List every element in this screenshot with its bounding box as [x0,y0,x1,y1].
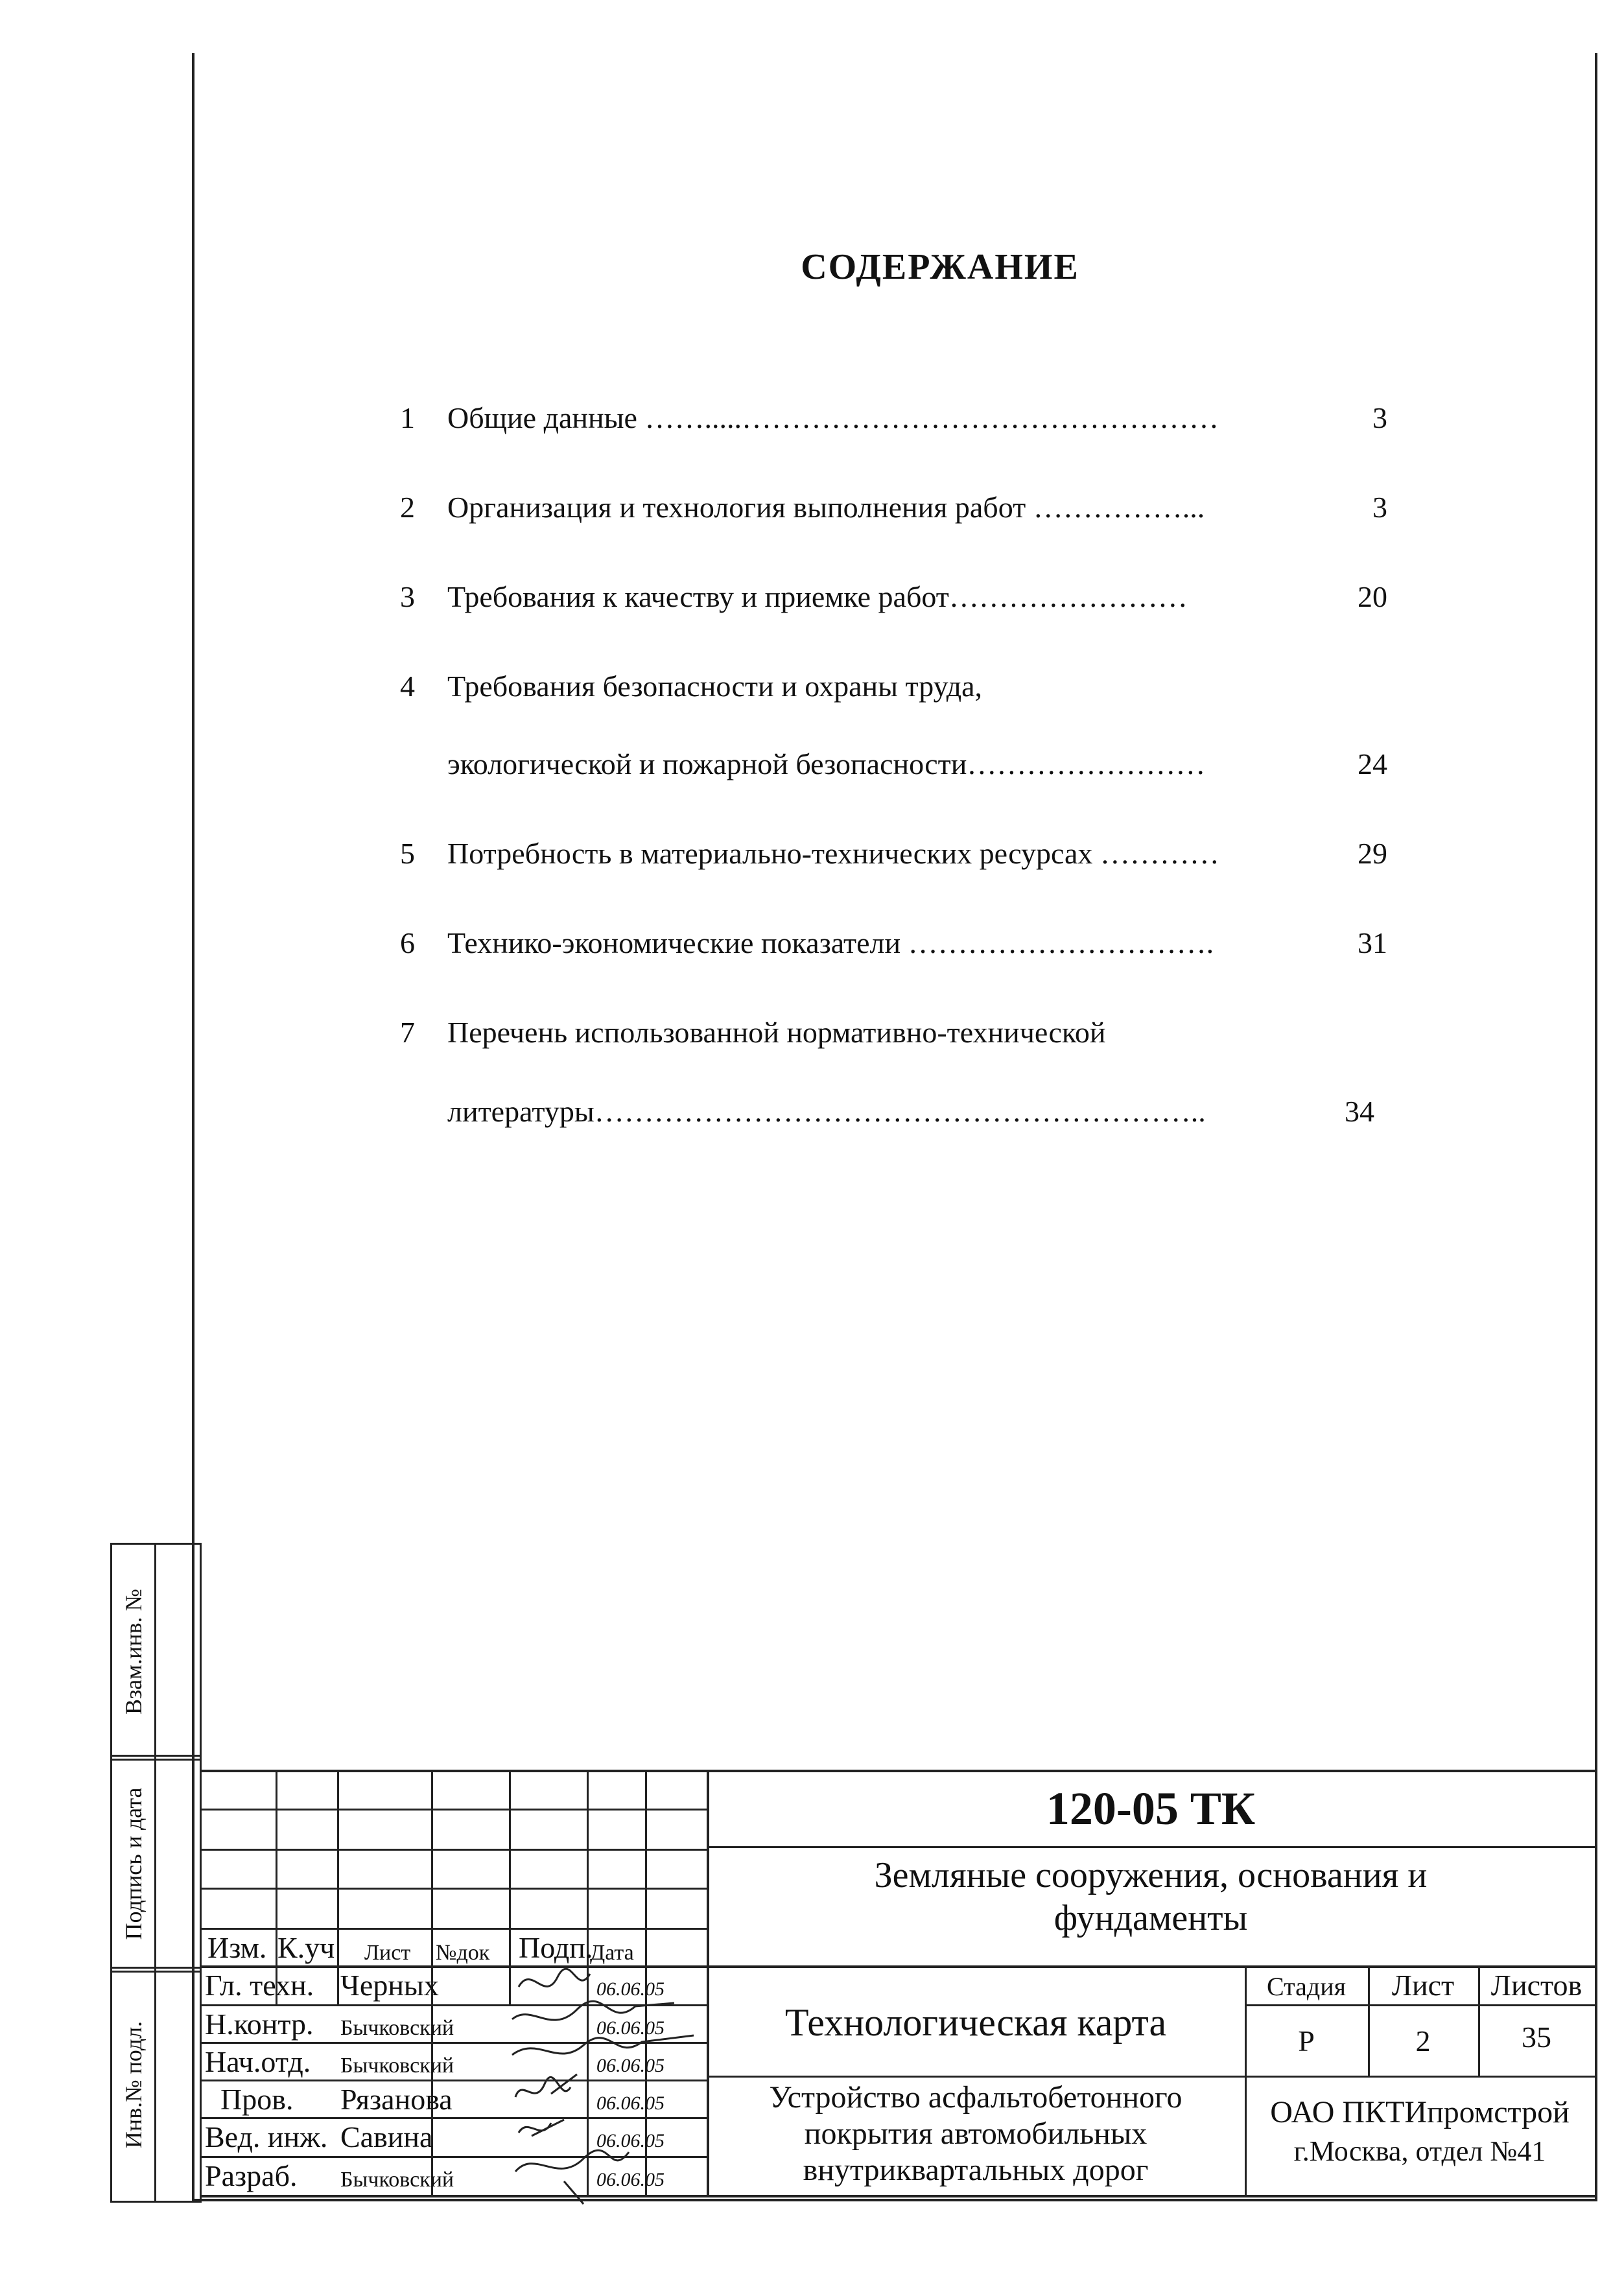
role-date: 06.06.05 [596,2017,665,2039]
toc-item-text: Общие данные …….....………………………………………… [447,401,1219,434]
sheet-header: Лист [1391,1969,1455,2002]
doc-type: Технологическая карта [784,2001,1167,2044]
doc-category: Земляные сооружения, основания и фундаменты [874,1855,1428,1938]
role-name: Бычковский [340,2016,454,2040]
toc-item-text: Потребность в материально-технических ресурсах ………… [447,837,1219,870]
sheets-header: Листов [1490,1969,1583,2002]
header-ndok: №док [436,1941,490,1965]
toc-item [389,395,1400,441]
role-date: 06.06.05 [596,2055,665,2076]
toc-item-text: Требования к качеству и приемке работ…………………… [447,580,1188,613]
toc-item-continuation [389,1089,1400,1134]
toc-item [389,831,1400,876]
toc-item-page: 3 [1372,401,1387,434]
role-date: 06.06.05 [596,2092,665,2114]
toc-item-page: 31 [1358,926,1387,959]
header-podp: Подп. [519,1931,593,1964]
toc-title: СОДЕРЖАНИЕ [801,247,1079,287]
side-stamp-podpis [110,1755,202,1973]
doc-subject: Устройство асфальтобетонного покрытия автомобильных внутриквартальных дорог [769,2080,1183,2187]
title-block [201,1770,1595,2197]
toc-item-text: Требования безопасности и охраны труда, [447,670,983,703]
role-date: 06.06.05 [596,1978,665,2000]
toc-item-text: Технико-экономические показатели …………………………. [447,926,1214,959]
toc-item [389,574,1400,620]
side-stamp-inv [110,1967,202,2203]
side-stamp-vzam-label: Взам.инв. № [121,1589,147,1715]
toc-item-text: литературы…………………………………………………….. [447,1095,1206,1128]
toc-item-page: 34 [1345,1095,1374,1128]
toc-item-number: 3 [400,580,415,613]
role-name: Бычковский [340,2168,454,2192]
toc-item-text: Организация и технология выполнения работ ……………... [447,491,1205,524]
role-label: Н.контр. [205,2008,314,2041]
toc-item-number: 4 [400,670,415,703]
toc-item-number: 2 [400,491,415,524]
role-label: Разраб. [205,2159,298,2192]
side-stamp-inv-label: Инв.№ подл. [121,2021,147,2149]
side-stamp-vzam [110,1543,202,1761]
side-stamp-podpis-label: Подпись и дата [121,1787,147,1940]
toc-item-page: 29 [1358,837,1387,870]
toc-item-continuation [389,742,1400,787]
toc-item [389,1010,1400,1055]
toc-item-page: 3 [1372,491,1387,524]
org-location: г.Москва, отдел №41 [1293,2135,1546,2167]
toc-item-number: 1 [400,401,415,434]
role-label: Нач.отд. [205,2045,311,2078]
role-name: Бычковский [340,2054,454,2078]
role-label: Пров. [220,2083,294,2116]
role-name: Черных [340,1969,439,2002]
header-list: Лист [364,1941,411,1965]
role-name: Савина [340,2120,433,2153]
toc-item-page: 24 [1358,747,1387,780]
header-data: Дата [590,1941,634,1965]
doc-code: 120-05 ТК [1046,1783,1256,1834]
header-kuch: К.уч [277,1931,335,1964]
toc-item [389,920,1400,966]
header-izm: Изм. [207,1931,267,1964]
toc-item-number: 6 [400,926,415,959]
toc-item-number: 5 [400,837,415,870]
role-name: Рязанова [340,2083,453,2116]
stage-value: Р [1298,2024,1315,2057]
toc-item-text: экологической и пожарной безопасности…………………… [447,747,1206,780]
toc-item-text: Перечень использованной нормативно-технической [447,1016,1106,1049]
toc-item-page: 20 [1358,580,1387,613]
toc-item-number: 7 [400,1016,415,1049]
toc-item [389,485,1400,530]
org-name: ОАО ПКТИпромстрой [1270,2095,1570,2129]
toc-item [389,664,1400,709]
sheet-value: 2 [1415,2024,1431,2057]
role-date: 06.06.05 [596,2130,665,2151]
stage-header: Стадия [1266,1972,1347,2001]
role-label: Гл. техн. [205,1969,314,2002]
sheets-value: 35 [1522,2021,1551,2054]
role-label: Вед. инж. [205,2120,328,2153]
role-date: 06.06.05 [596,2169,665,2190]
